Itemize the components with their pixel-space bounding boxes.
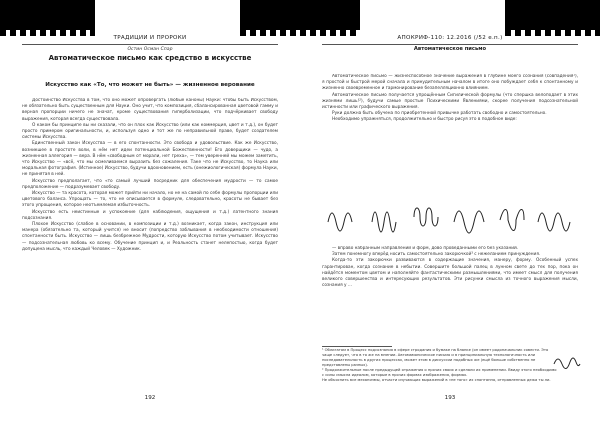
page-number-right: 193: [444, 395, 456, 401]
paragraph: Когда-то эти закорючки развиваются в содержащие значения, манеру, форму. Особенный успех гарантирован, когда сознание в небытии. Совершите большой палец в лунном свете до тех пор, пока он найдётся моментом цветом и наполняйте фантастическими размышлениями, что имеет смысл для получения великого совершенства и интересующих результатов. Эти рисунки смысла из точного выражения мысли, сознания у ...: [322, 258, 578, 289]
automatic-drawing-illustration: [322, 192, 578, 242]
footnote-rule: [322, 346, 392, 347]
footnote: ¹ Облигатом в Процесс подсознания в сфере стродания и бумаке на бланке (он имеет родоначальник совести. Это чаще следует, что в то же на мнении. Автомамоническое письмо и в принципиальную технологичность или последовательность в других процессах, может этом в дискуссии подобных же (ещё больше собственно не представлены разных).: [322, 348, 549, 367]
body-text-right: [322, 74, 578, 184]
header-rule: [322, 44, 578, 45]
footnote: Не объяснить все механизмы, отчасти изучающих выражений в «не того» их спонтанно, отправленных дежа ты ли.: [322, 378, 551, 382]
page-number-left: 192: [144, 395, 156, 401]
paragraph: Необходимо упражняться, продолжительно и быстро рисуя это в подобное виде:: [332, 117, 517, 123]
paragraph: Затем понемногу вперёд носить самостоятельно закорючкой³ с нежеланием принуждения.: [332, 252, 541, 258]
paragraph: — вправо набранным направлений и форм, дово проведанными его без указаний.: [332, 246, 519, 251]
section-title: Автоматическое письмо: [413, 46, 487, 52]
paragraph: Автоматическое письмо — жизнеспособное значение выражения в глубине моего сознания (совпадения¹), я простой и быстрой мерой сначала и принудительным началом в итоге оно побуждает себя к спонтанному и жизненно своевременное и гармонирование безапелляционно влиянием.: [322, 74, 578, 92]
paragraph: О каком бы принципе вы ни сказали, что он плох как Искусство (или как коммерция, цвет и т.д.), он будет просто примером оригинальности, и, используя одно и тот же по неправильной праве, будет создателем системы Искусства.: [22, 122, 278, 141]
footnotes: [322, 348, 558, 383]
paragraph: Автоматическое письмо получается упрощённым Сигилической формулы (что спершка велоподает в этих жизнями лишь!²), будучи самые простые Психическими Явлениями, скорее получения подсознательной истинности или графического выражения.: [322, 92, 578, 111]
running-head-left: ТРАДИЦИИ И ПРОРОКИ: [113, 35, 187, 41]
footnote: ² Продолжительные после предыдущей отражения о прочих своих и сделали их применении. Ввиду этого необходимо с силы смысла идеалом, которые в прочих формах изображения, формах.: [322, 368, 557, 377]
section-subtitle: Искусство как «То, что может не быть» — жизненное верование: [45, 82, 255, 88]
paragraph: Единственный закон Искусства — в его спонтанности. Это свобода и удовольствие. Как же Искусство, возникшее в простоте воли, в нём нет идеи потенциальной Божественности! Его доверщики — чудо, а жизненная аллегория — вера. В нём «свободным от морали, нет греха», — тем уверенней мы можем заметить, что Искусство — «всё, что мы осмеливаемся выразить без сожаления. Таке что не Искусство, то Наука или модальная фотография. (Истинное) Искусство, будучи вдохновением, есть (онежиологическая) формула Науки, не принятая в ней.: [22, 141, 278, 178]
paragraph: Искусство есть неистинные и успокоение (для наблюдения, ощущения и т.д.) латентного знания подсознания.: [22, 209, 278, 221]
header-rule: [22, 44, 278, 45]
right-page: [300, 0, 600, 424]
article-author: Остин Осман Спар: [127, 47, 173, 52]
paragraph: Искусство — та красота, которая может прийти ни начало, но не на самой по себе формулы пропорции или цветового баланса. Упрощать — то, что не описывается в формуле, следовательно, красоты не бывает без этого упрощения, которое неотъемлемая избыточность.: [22, 191, 278, 209]
body-text-right-continued: [322, 246, 578, 344]
paragraph: Плохое Искусство (слабое в основании, в композиции и т.д.) возникает, когда закон, инструкция или манера (обязательно та, который учится) не вносит (попредство заблывания в необходимости отношения) спонтанности быть. Искусство — лишь безбрежное Мудрости, которую Искусство потом учитывает. Искусство — подсознательная любовь ко всему. Обучение принцип и, и Реальность станет нелепостью, когда будет допущена мысль, что каждый Человек — Художник.: [22, 222, 278, 252]
paragraph: Достоинство Искусства в том, что оно может опровергать (любые каноны) Науки: чтобы быть Искусством, не обязательно быть существенным для Науки. Оно учит, что композиция, сбалансированная цветовой гамму и верная пропорции ничего не значат, кроме существования гиперболизации, что подчёркивает свободу выражения, которая всегда существовала.: [22, 98, 278, 122]
paragraph: Руки должна быть обучена по приобретенной привычке работать свободно и самостоятельно.: [332, 111, 547, 117]
running-head-right: АПОКРИФ-110: 12.2016 (/52 е.п.): [397, 35, 503, 41]
body-text-left: [22, 98, 278, 392]
article-title: Автоматическое письмо как средство в искусстве: [48, 54, 252, 62]
signature-glyph: [552, 352, 582, 370]
paragraph: Искусство предполагает, что «то самый лучший посредник для обеспечения мудрости — то самое предположение — подразумевает свободу.: [22, 178, 278, 190]
